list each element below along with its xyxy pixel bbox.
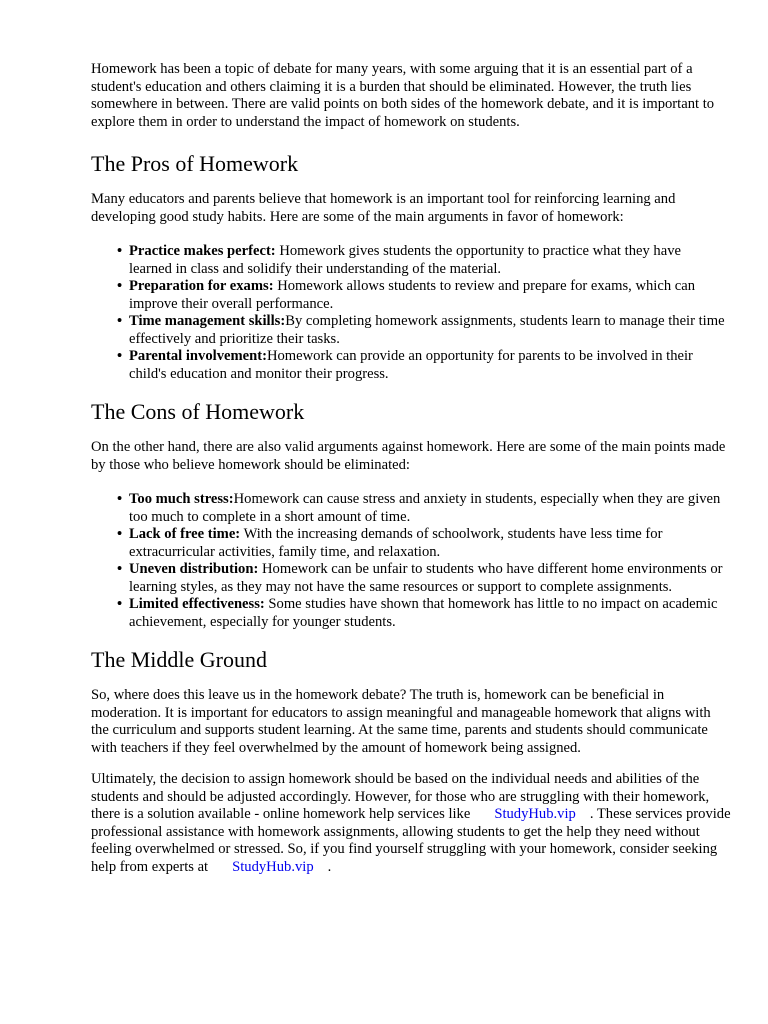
item-text: Homework allows students to review and prepare for exams, which can improve their overall performance. — [129, 278, 696, 312]
pros-lead: Many educators and parents believe that homework is an important tool for reinforcing learning and developing good study habits. Here are some of the main arguments in favor of homework: — [91, 191, 676, 225]
item-term: Preparation for exams: — [129, 278, 274, 294]
pros-section — [91, 151, 731, 383]
cons-section — [91, 399, 731, 631]
cons-heading: The Cons of Homework — [91, 399, 305, 424]
list-item — [91, 348, 731, 383]
list-item — [91, 561, 731, 596]
pros-heading: The Pros of Homework — [91, 151, 299, 176]
bullet-icon: • — [117, 561, 123, 577]
bullet-icon: • — [117, 278, 123, 294]
bullet-icon: • — [117, 313, 123, 329]
item-term: Too much stress: — [129, 491, 234, 507]
item-term: Time management skills: — [129, 313, 286, 329]
paragraph-text: . — [327, 858, 332, 875]
bullet-icon: • — [117, 491, 123, 507]
paragraph-text: Ultimately, the decision to assign homework should be based on the individual needs and abilities of the students and should be adjusted accordingly. However, for those who are struggling with their homework, there is a solution available - online homework help services like — [91, 771, 710, 822]
item-text: Homework gives students the opportunity to practice what they have learned in class and solidify their understanding of the material. — [129, 243, 681, 277]
item-term: Parental involvement: — [129, 348, 267, 364]
intro-paragraph: Homework has been a topic of debate for many years, with some arguing that it is an essential part of a student's education and others claiming it is a burden that should be eliminated. However, the truth lies somewhere in between. There are valid points on both sides of the homework debate, and it is important to explore them in order to understand the impact of homework on students. — [91, 61, 715, 130]
item-term: Practice makes perfect: — [129, 243, 276, 259]
item-text: By completing homework assignments, students learn to manage their time effectively and prioritize their tasks. — [129, 313, 725, 347]
studyhub-link-2[interactable]: StudyHub.vip — [232, 858, 314, 875]
bullet-icon: • — [117, 348, 123, 364]
list-item — [91, 596, 731, 631]
cons-list — [91, 491, 731, 631]
middle-paragraph-1: So, where does this leave us in the homework debate? The truth is, homework can be beneficial in moderation. It is important for educators to assign meaningful and manageable homework that aligns with the curriculum and supports student learning. At the same time, parents and students should communicate with teachers if they feel overwhelmed by the amount of homework being assigned. — [91, 687, 711, 756]
middle-heading: The Middle Ground — [91, 647, 267, 672]
item-term: Limited effectiveness: — [129, 596, 265, 612]
item-term: Lack of free time: — [129, 526, 241, 542]
item-text: With the increasing demands of schoolwork, students have less time for extracurricular activities, family time, and relaxation. — [129, 526, 663, 560]
bullet-icon: • — [117, 596, 123, 612]
item-text: Homework can provide an opportunity for parents to be involved in their child's education and monitor their progress. — [129, 348, 693, 382]
item-text: Homework can cause stress and anxiety in students, especially when they are given too much to complete in a short amount of time. — [129, 491, 721, 525]
list-item — [91, 313, 731, 348]
bullet-icon: • — [117, 243, 123, 259]
paragraph-text: . These services provide professional assistance with homework assignments, allowing students to get the help they need without feeling overwhelmed or stressed. So, if you find yourself struggling with your homework, consider seeking help from experts at — [91, 806, 731, 875]
item-text: Homework can be unfair to students who have different home environments or learning styles, as they may not have the same resources or support to complete assignments. — [129, 561, 723, 595]
list-item — [91, 526, 731, 561]
item-term: Uneven distribution: — [129, 561, 259, 577]
pros-list — [91, 243, 731, 383]
document-body — [91, 61, 731, 876]
item-text: Some studies have shown that homework has little to no impact on academic achievement, especially for younger students. — [129, 596, 718, 630]
list-item — [91, 491, 731, 526]
middle-section — [91, 647, 731, 876]
list-item — [91, 278, 731, 313]
cons-lead: On the other hand, there are also valid arguments against homework. Here are some of the main points made by those who believe homework should be eliminated: — [91, 439, 726, 473]
middle-paragraph-2 — [91, 771, 731, 876]
list-item — [91, 243, 731, 278]
bullet-icon: • — [117, 526, 123, 542]
studyhub-link-1[interactable]: StudyHub.vip — [494, 806, 576, 822]
